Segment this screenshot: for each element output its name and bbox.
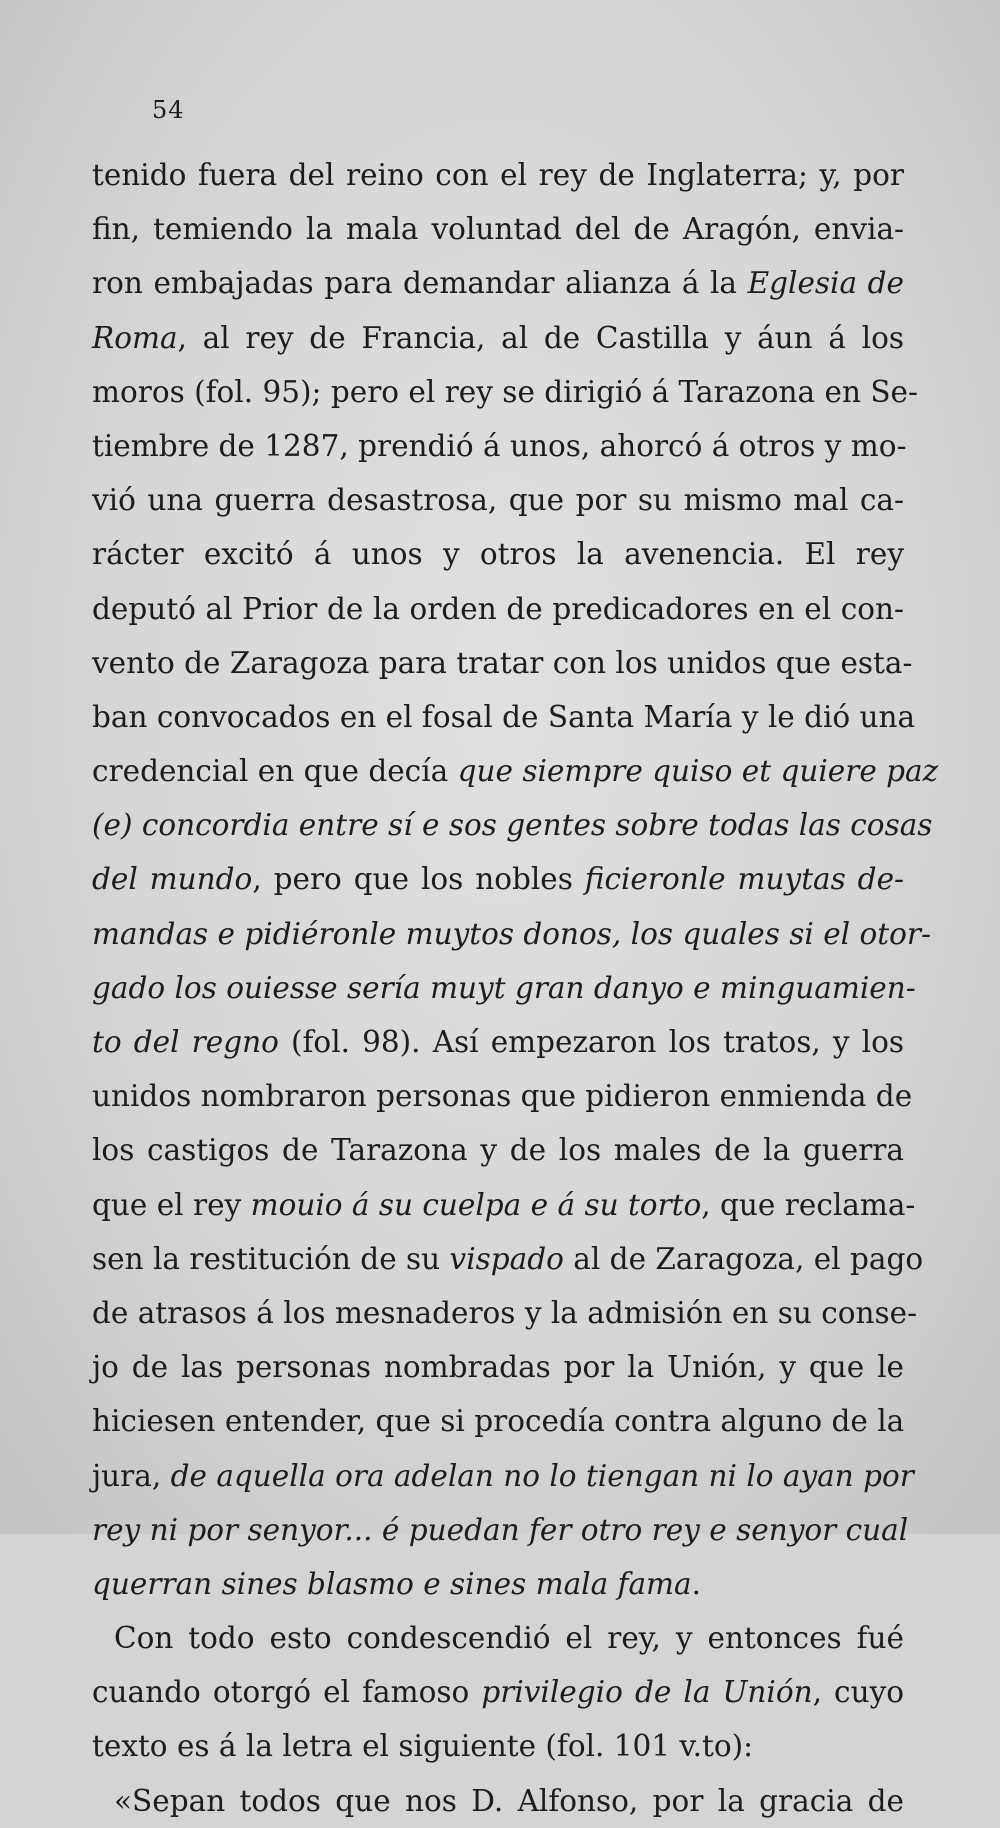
text-segment: tiembre de 1287, prendió á unos, ahorcó á otros y mo- (92, 428, 907, 463)
italic-quote-segment: mouio á su cuelpa e á su torto (250, 1187, 702, 1222)
text-segment: ron embajadas para demandar alianza á la (92, 266, 748, 301)
text-line (92, 852, 904, 906)
text-segment: rácter excitó á unos y otros la avenencia. El rey (92, 537, 904, 572)
text-segment: los castigos de Tarazona y de los males de la guerra (92, 1133, 904, 1168)
text-segment: fin, temiendo la mala voluntad del de Aragón, envia- (92, 212, 904, 247)
text-line (92, 1449, 914, 1503)
text-line (92, 798, 933, 852)
text-line (92, 1394, 904, 1448)
text-segment: cuando otorgó el famoso (92, 1675, 482, 1710)
text-line (92, 473, 904, 527)
text-line (92, 1232, 924, 1286)
text-line (92, 1665, 904, 1719)
text-segment: . (691, 1566, 702, 1601)
text-segment: (fol. 98). Así empezaron los tratos, y los (278, 1025, 905, 1059)
text-segment: unidos nombraron personas que pidieron enmienda de (92, 1079, 913, 1114)
text-segment: que el rey (92, 1187, 251, 1222)
text-line (92, 636, 913, 690)
text-segment: de atrasos á los mesnaderos y la admisión en su conse- (92, 1295, 918, 1330)
italic-quote-segment: que siempre quiso et quiere paz (457, 754, 939, 789)
text-line (92, 1123, 904, 1177)
italic-quote-segment: Roma (92, 320, 178, 355)
text-line (92, 365, 918, 419)
text-line (92, 256, 904, 310)
text-line (92, 202, 904, 256)
text-line (92, 744, 939, 798)
text-segment: , que reclama- (701, 1187, 916, 1222)
text-line (92, 1178, 916, 1232)
text-segment: deputó al Prior de la orden de predicadores en el con- (92, 591, 904, 626)
text-line (92, 1015, 904, 1069)
text-segment: credencial en que decía (92, 754, 458, 789)
text-segment: moros (fol. 95); pero el rey se dirigió á Tarazona en Se- (92, 374, 918, 409)
text-line (92, 1340, 904, 1394)
text-line (92, 1069, 913, 1123)
text-segment: al de Zaragoza, el pago (563, 1241, 924, 1276)
text-segment: , cuyo (812, 1675, 905, 1710)
text-line (92, 582, 904, 636)
italic-quote-segment: gado los ouiesse sería muyt gran danyo e minguamien- (92, 970, 916, 1005)
italic-quote-segment: del mundo (92, 862, 253, 897)
text-segment: tenido fuera del reino con el rey de Inglaterra; y, por (92, 158, 904, 192)
italic-quote-segment: Eglesia de (747, 266, 904, 301)
text-segment: jo de las personas nombradas por la Unión, y que le (92, 1350, 904, 1385)
italic-quote-segment: privilegio de la Unión (481, 1675, 813, 1710)
italic-quote-segment: querran sines blasmo e sines mala fama (92, 1566, 692, 1601)
text-line (92, 419, 907, 473)
text-line (92, 961, 916, 1015)
text-segment: sen la restitución de su (92, 1241, 450, 1276)
italic-quote-segment: mandas e pidiéronle muytos donos, los quales si el otor- (92, 916, 931, 951)
page-number: 54 (152, 96, 185, 124)
text-line (92, 311, 904, 365)
italic-quote-segment: rey ni por senyor... é puedan fer otro rey e senyor cual (92, 1512, 909, 1547)
text-line (92, 907, 931, 961)
text-line (92, 1774, 904, 1828)
text-line (92, 690, 916, 744)
text-segment: vió una guerra desastrosa, que por su mismo mal ca- (92, 483, 904, 518)
text-segment: texto es á la letra el siguiente (fol. 101 v.to): (92, 1729, 754, 1764)
text-line (92, 148, 904, 202)
text-line (92, 1503, 909, 1557)
text-segment: hiciesen entender, que si procedía contra alguno de la (92, 1404, 905, 1439)
text-line (92, 1286, 918, 1340)
italic-quote-segment: (e) concordia entre sí e sos gentes sobre todas las cosas (92, 808, 933, 843)
italic-quote-segment: ficieronle muytas de- (584, 862, 904, 897)
text-segment: , al rey de Francia, al de Castilla y áun á los (177, 320, 904, 355)
text-line (92, 527, 904, 581)
italic-quote-segment: vispado (449, 1241, 564, 1276)
text-segment: jura, (92, 1458, 171, 1493)
text-segment: , pero que los nobles (252, 862, 585, 897)
body-text (92, 148, 939, 1828)
text-segment: «Sepan todos que nos D. Alfonso, por la gracia de (114, 1783, 904, 1818)
italic-quote-segment: to del regno (92, 1025, 279, 1059)
italic-quote-segment: de aquella ora adelan no lo tiengan ni lo ayan por (170, 1458, 914, 1493)
text-segment: ban convocados en el fosal de Santa María y le dió una (92, 699, 916, 734)
text-segment: Con todo esto condescendió el rey, y entonces fué (114, 1621, 904, 1656)
text-line (92, 1557, 904, 1611)
text-segment: vento de Zaragoza para tratar con los unidos que esta- (92, 645, 913, 680)
text-line (92, 1611, 904, 1665)
text-line (92, 1719, 904, 1773)
